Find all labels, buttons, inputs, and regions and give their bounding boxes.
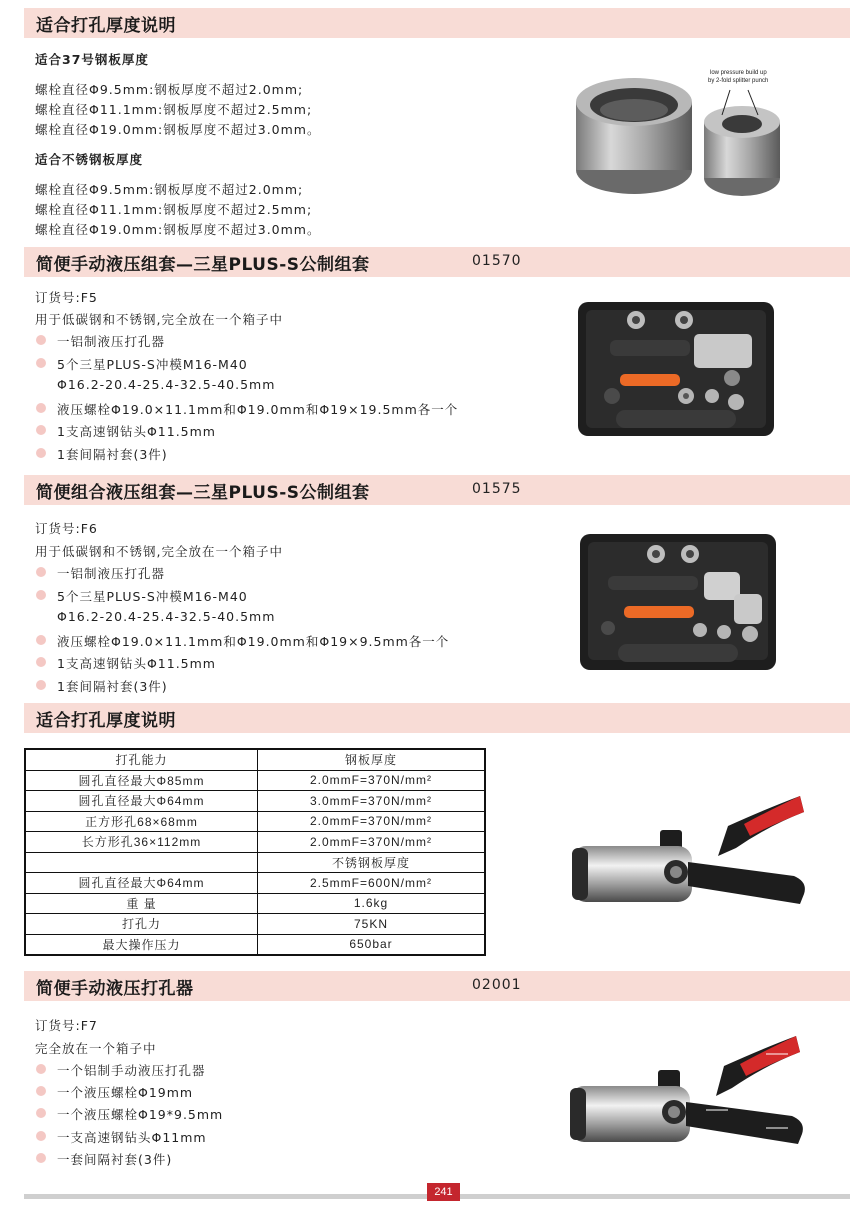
list-item: 一套间隔衬套(3件): [57, 1152, 173, 1167]
table-cell: 2.0mmF=370N/mm²: [258, 832, 486, 853]
section-header-thickness-1: [24, 8, 850, 38]
table-cell: 2.5mmF=600N/mm²: [258, 873, 486, 894]
spec-line: 螺栓直径Φ11.1mm:钢板厚度不超过2.5mm;: [35, 102, 313, 117]
list-item: 1支高速钢钻头Φ11.5mm: [57, 656, 216, 671]
list-item: 5个三星PLUS-S冲模M16-M40: [57, 357, 248, 372]
case-kit-image: [578, 532, 778, 672]
bullet-icon: [36, 590, 46, 600]
bullet-icon: [36, 567, 46, 577]
list-item-continued: Φ16.2-20.4-25.4-32.5-40.5mm: [57, 377, 276, 392]
page-number: 241: [427, 1183, 460, 1201]
table-row: [25, 873, 485, 894]
section-header-01570: [24, 247, 850, 277]
bullet-icon: [36, 1108, 46, 1118]
bullet-icon: [36, 635, 46, 645]
table-row: [25, 934, 485, 955]
spec-line: 螺栓直径Φ11.1mm:钢板厚度不超过2.5mm;: [35, 202, 313, 217]
bullet-icon: [36, 425, 46, 435]
table-cell: 钢板厚度: [258, 749, 486, 770]
product-code: 01570: [472, 253, 522, 269]
section-title: 简便手动液压组套—三星PLUS-S公制组套: [36, 255, 370, 275]
table-cell: 3.0mmF=370N/mm²: [258, 791, 486, 812]
table-row: [25, 749, 485, 770]
spec-table: [24, 748, 486, 956]
intro-text: 用于低碳钢和不锈钢,完全放在一个箱子中: [35, 544, 283, 559]
image-caption: by 2-fold splitter punch: [708, 78, 769, 84]
section-header-thickness-2: [24, 703, 850, 733]
table-cell: 1.6kg: [258, 893, 486, 914]
subheading-37-steel: 适合37号钢板厚度: [35, 52, 149, 67]
table-cell: 75KN: [258, 914, 486, 935]
list-item: 1支高速钢钻头Φ11.5mm: [57, 424, 216, 439]
section-header-01575: [24, 475, 850, 505]
section-title: 适合打孔厚度说明: [36, 711, 176, 731]
order-number: 订货号:F7: [35, 1018, 98, 1033]
table-cell: 圆孔直径最大Φ85mm: [25, 770, 258, 791]
intro-text: 用于低碳钢和不锈钢,完全放在一个箱子中: [35, 312, 283, 327]
table-row: [25, 770, 485, 791]
list-item: 一个液压螺栓Φ19*9.5mm: [57, 1107, 224, 1122]
order-number: 订货号:F5: [35, 290, 98, 305]
bullet-icon: [36, 680, 46, 690]
table-cell: 正方形孔68×68mm: [25, 811, 258, 832]
table-cell: 圆孔直径最大Φ64mm: [25, 791, 258, 812]
spec-line: 螺栓直径Φ9.5mm:钢板厚度不超过2.0mm;: [35, 182, 304, 197]
punch-die-image: [572, 60, 787, 210]
list-item: 液压螺栓Φ19.0×11.1mm和Φ19.0mm和Φ19×19.5mm各一个: [57, 402, 459, 417]
product-code: 01575: [472, 481, 522, 497]
list-item: 1套间隔衬套(3件): [57, 447, 168, 462]
table-cell: 最大操作压力: [25, 934, 258, 955]
table-cell: 圆孔直径最大Φ64mm: [25, 873, 258, 894]
product-code: 02001: [472, 977, 522, 993]
spec-line: 螺栓直径Φ19.0mm:钢板厚度不超过3.0mm。: [35, 222, 321, 237]
table-row: [25, 832, 485, 853]
section-title: 适合打孔厚度说明: [36, 16, 176, 36]
order-number: 订货号:F6: [35, 521, 98, 536]
list-item: 一铝制液压打孔器: [57, 334, 166, 349]
table-cell: 650bar: [258, 934, 486, 955]
list-item: 一个铝制手动液压打孔器: [57, 1063, 206, 1078]
spec-line: 螺栓直径Φ19.0mm:钢板厚度不超过3.0mm。: [35, 122, 321, 137]
bullet-icon: [36, 1064, 46, 1074]
table-row: [25, 893, 485, 914]
table-cell: 不锈钢板厚度: [258, 852, 486, 873]
table-cell: 打孔能力: [25, 749, 258, 770]
table-row: [25, 811, 485, 832]
intro-text: 完全放在一个箱子中: [35, 1041, 157, 1056]
table-cell: 打孔力: [25, 914, 258, 935]
table-row: [25, 914, 485, 935]
list-item: 液压螺栓Φ19.0×11.1mm和Φ19.0mm和Φ19×9.5mm各一个: [57, 634, 450, 649]
bullet-icon: [36, 1153, 46, 1163]
section-header-02001: [24, 971, 850, 1001]
bullet-icon: [36, 358, 46, 368]
image-caption: low pressure build up: [710, 70, 767, 76]
table-row: [25, 852, 485, 873]
case-kit-image: [576, 298, 776, 438]
hydraulic-punch-image: [568, 786, 813, 916]
hydraulic-punch-image: [566, 1030, 811, 1155]
section-title: 简便手动液压打孔器: [36, 979, 194, 999]
table-cell: 2.0mmF=370N/mm²: [258, 811, 486, 832]
subheading-stainless: 适合不锈钢板厚度: [35, 152, 144, 167]
list-item: 5个三星PLUS-S冲模M16-M40: [57, 589, 248, 604]
table-cell: 长方形孔36×112mm: [25, 832, 258, 853]
list-item: 1套间隔衬套(3件): [57, 679, 168, 694]
list-item: 一铝制液压打孔器: [57, 566, 166, 581]
bullet-icon: [36, 657, 46, 667]
bullet-icon: [36, 335, 46, 345]
table-cell: 2.0mmF=370N/mm²: [258, 770, 486, 791]
table-row: [25, 791, 485, 812]
bullet-icon: [36, 1131, 46, 1141]
list-item: 一个液压螺栓Φ19mm: [57, 1085, 194, 1100]
list-item: 一支高速钢钻头Φ11mm: [57, 1130, 207, 1145]
spec-line: 螺栓直径Φ9.5mm:钢板厚度不超过2.0mm;: [35, 82, 304, 97]
table-cell: [25, 852, 258, 873]
bullet-icon: [36, 403, 46, 413]
section-title: 简便组合液压组套—三星PLUS-S公制组套: [36, 483, 370, 503]
list-item-continued: Φ16.2-20.4-25.4-32.5-40.5mm: [57, 609, 276, 624]
bullet-icon: [36, 1086, 46, 1096]
bullet-icon: [36, 448, 46, 458]
table-cell: 重 量: [25, 893, 258, 914]
